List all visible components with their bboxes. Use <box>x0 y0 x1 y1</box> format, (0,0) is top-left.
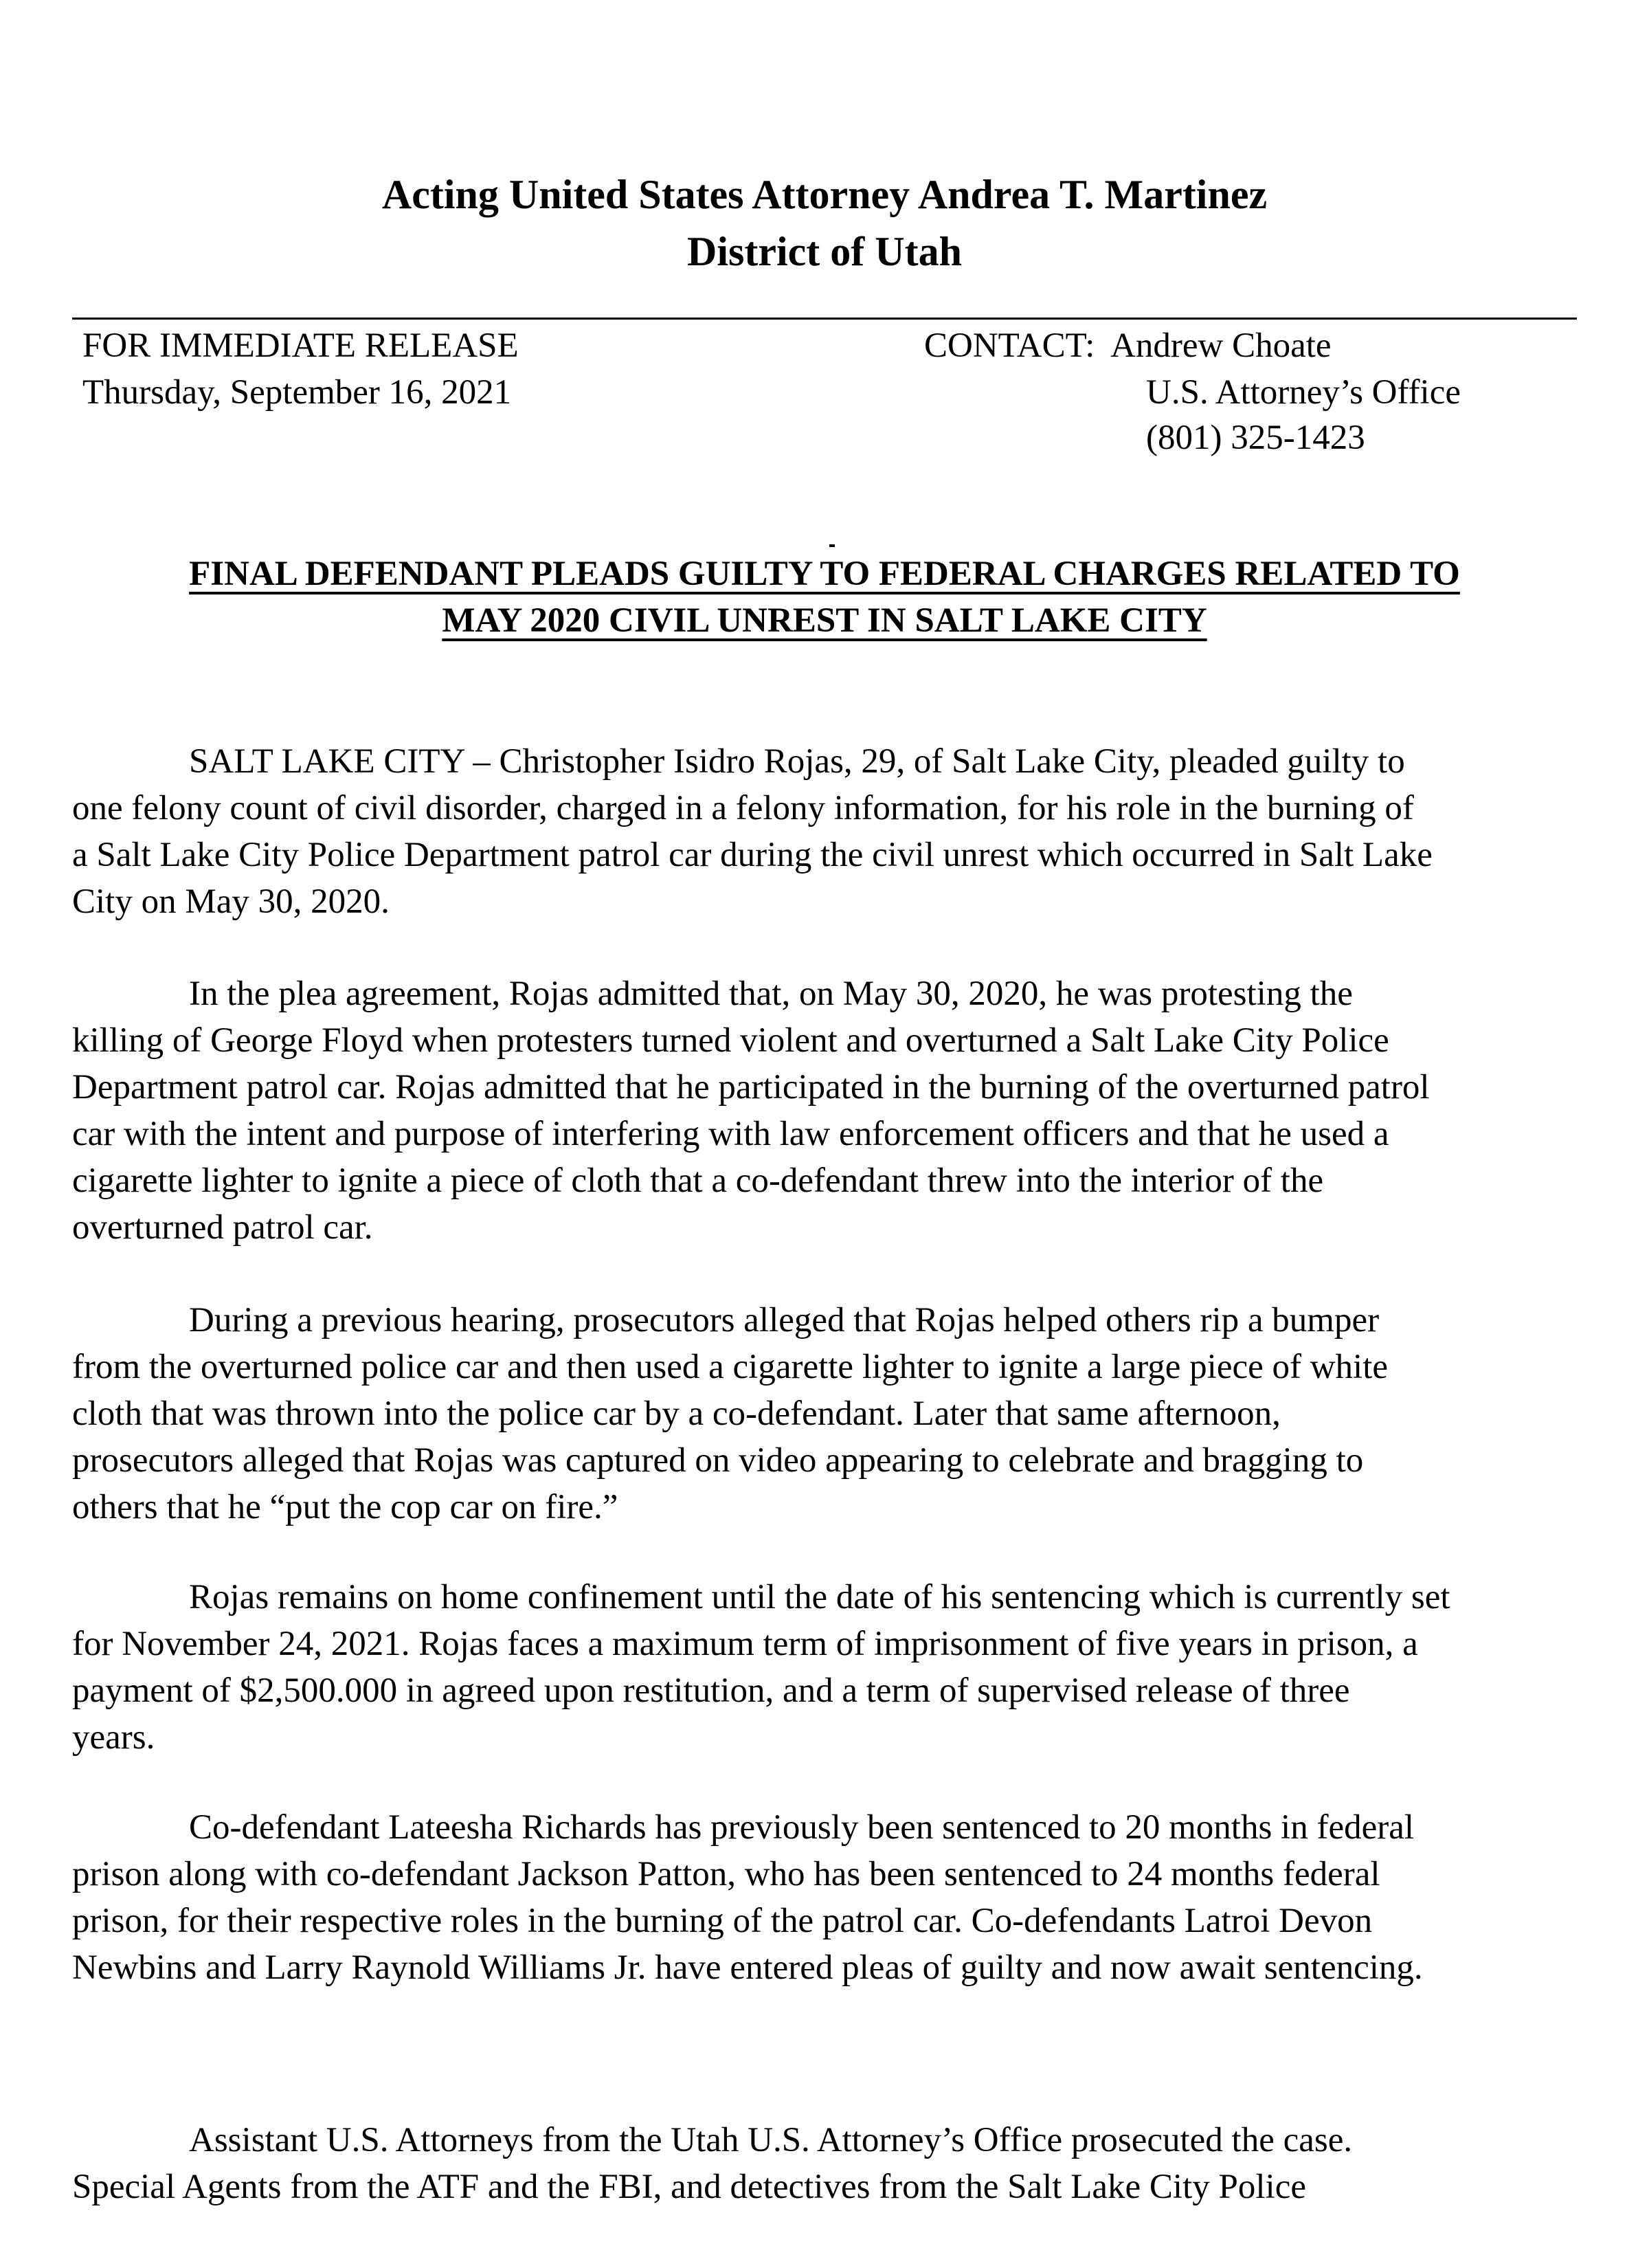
paragraph-line <box>72 2117 1580 2164</box>
paragraph-line-text: killing of George Floyd when protesters turned violent and overturned a Salt Lake City Police <box>72 1021 1389 1060</box>
paragraph-line-text: prison, for their respective roles in the burning of the patrol car. Co-defendants Latroi Devon <box>72 1902 1373 1940</box>
office-title: Acting United States Attorney Andrea T. Martinez <box>381 172 1268 217</box>
paragraph-line <box>72 1390 1580 1437</box>
paragraph-announcement <box>72 738 1580 925</box>
paragraph-line-text: overturned patrol car. <box>72 1208 373 1247</box>
paragraph-line-text: City on May 30, 2020. <box>72 882 390 921</box>
contact-phone: (801) 325-1423 <box>1146 419 1365 457</box>
paragraph-line <box>72 1297 1580 1344</box>
paragraph-line <box>72 1157 1580 1204</box>
paragraph-line <box>72 1111 1580 1157</box>
release-label: FOR IMMEDIATE RELEASE <box>82 326 519 365</box>
paragraph-line-text: Rojas remains on home confinement until the date of his sentencing which is currently set <box>189 1578 1450 1616</box>
contact-office: U.S. Attorney’s Office <box>1146 373 1461 412</box>
paragraph-line-text: one felony count of civil disorder, charged in a felony information, for his role in the burning of <box>72 789 1414 827</box>
paragraph-plea-agreement <box>72 970 1580 1251</box>
paragraph-line <box>72 738 1580 785</box>
paragraph-line-text: payment of $2,500.000 in agreed upon restitution, and a term of supervised release of three <box>72 1671 1350 1710</box>
paragraph-line <box>72 1574 1580 1621</box>
paragraph-previous-hearing <box>72 1297 1580 1531</box>
paragraph-line <box>72 1437 1580 1484</box>
paragraph-line <box>72 1621 1580 1667</box>
release-date: Thursday, September 16, 2021 <box>82 373 512 412</box>
paragraph-line <box>72 1714 1580 1761</box>
paragraph-line <box>72 832 1580 878</box>
paragraph-line <box>72 1204 1580 1251</box>
paragraph-line-text: Department patrol car. Rojas admitted that he participated in the burning of the overturned patrol <box>72 1068 1430 1107</box>
paragraph-line <box>72 1944 1580 1991</box>
district-title: District of Utah <box>687 229 962 274</box>
stray-mark <box>829 544 835 547</box>
contact-label: CONTACT: <box>924 326 1095 365</box>
paragraph-line-text: car with the intent and purpose of interfering with law enforcement officers and that he used a <box>72 1115 1389 1153</box>
headline-line-2 <box>0 603 1649 638</box>
paragraph-line <box>72 1064 1580 1111</box>
paragraph-line-text: prison along with co-defendant Jackson Patton, who has been sentenced to 24 months federal <box>72 1855 1380 1893</box>
paragraph-line-text: for November 24, 2021. Rojas faces a maximum term of imprisonment of five years in prison, a <box>72 1625 1418 1663</box>
paragraph-line-text: a Salt Lake City Police Department patrol car during the civil unrest which occurred in Salt Lake <box>72 836 1433 874</box>
paragraph-prosecution <box>72 2117 1580 2210</box>
headline-line-1 <box>0 557 1649 592</box>
paragraph-line-text: SALT LAKE CITY – Christopher Isidro Rojas, 29, of Salt Lake City, pleaded guilty to <box>189 742 1405 781</box>
header-divider <box>72 318 1577 320</box>
paragraph-line <box>72 785 1580 832</box>
paragraph-line-text: cloth that was thrown into the police car by a co-defendant. Later that same afternoon, <box>72 1394 1281 1433</box>
headline-text-2: MAY 2020 CIVIL UNREST IN SALT LAKE CITY <box>442 601 1207 640</box>
headline-text-1: FINAL DEFENDANT PLEADS GUILTY TO FEDERAL CHARGES RELATED TO <box>189 555 1460 593</box>
paragraph-line <box>72 2164 1580 2210</box>
paragraph-line-text: During a previous hearing, prosecutors alleged that Rojas helped others rip a bumper <box>189 1301 1380 1339</box>
paragraph-line <box>72 1804 1580 1851</box>
paragraph-line <box>72 1344 1580 1390</box>
paragraph-line-text: Newbins and Larry Raynold Williams Jr. have entered pleas of guilty and now await sentencing. <box>72 1948 1423 1987</box>
paragraph-line-text: years. <box>72 1718 155 1757</box>
paragraph-line <box>72 1017 1580 1064</box>
paragraph-co-defendants <box>72 1804 1580 1991</box>
paragraph-line <box>72 1851 1580 1898</box>
paragraph-line-text: others that he “put the cop car on fire.” <box>72 1488 618 1526</box>
paragraph-line <box>72 878 1580 925</box>
paragraph-line <box>72 1898 1580 1944</box>
paragraph-sentencing <box>72 1574 1580 1761</box>
paragraph-line-text: Assistant U.S. Attorneys from the Utah U.S. Attorney’s Office prosecuted the case. <box>189 2121 1353 2159</box>
paragraph-line-text: Special Agents from the ATF and the FBI, and detectives from the Salt Lake City Police <box>72 2168 1306 2206</box>
paragraph-line <box>72 1484 1580 1531</box>
paragraph-line <box>72 970 1580 1017</box>
paragraph-line-text: cigarette lighter to ignite a piece of cloth that a co-defendant threw into the interior of the <box>72 1161 1324 1200</box>
contact-line <box>924 326 1332 365</box>
paragraph-line-text: Co-defendant Lateesha Richards has previously been sentenced to 20 months in federal <box>189 1808 1415 1847</box>
paragraph-line-text: from the overturned police car and then used a cigarette lighter to ignite a large piece of white <box>72 1348 1389 1386</box>
paragraph-line <box>72 1667 1580 1714</box>
paragraph-line-text: prosecutors alleged that Rojas was captured on video appearing to celebrate and bragging to <box>72 1441 1364 1480</box>
paragraph-line-text: In the plea agreement, Rojas admitted that, on May 30, 2020, he was protesting the <box>189 975 1353 1013</box>
contact-name: Andrew Choate <box>1110 326 1332 365</box>
